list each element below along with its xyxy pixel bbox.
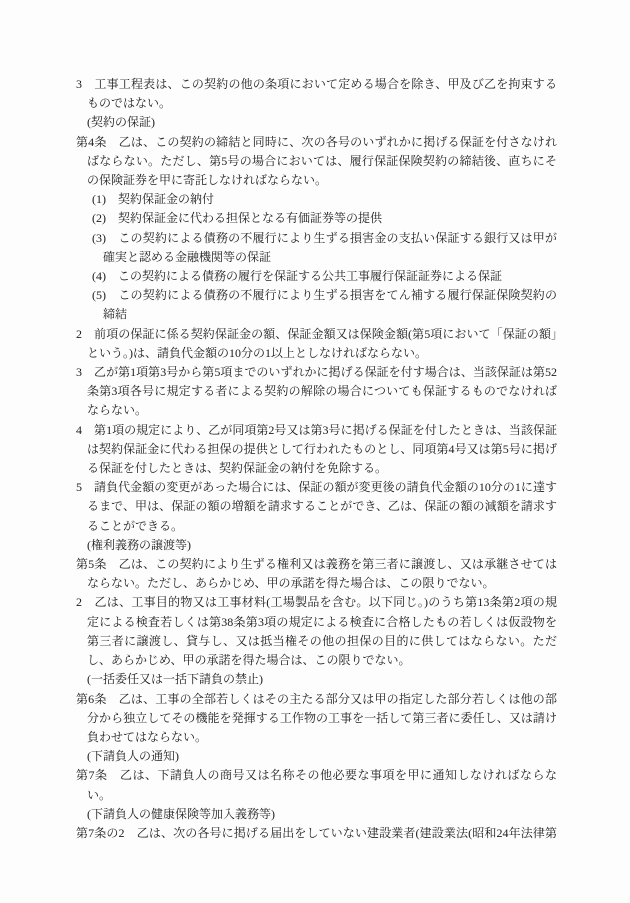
paragraph-item: 3 工事工程表は、この契約の他の条項において定める場合を除き、甲及び乙を拘束するものではない。 (76, 77, 557, 111)
paragraph-item: 4 第1項の規定により、乙が同項第2号又は第3号に掲げる保証を付したときは、当該保証は契約保証金に代わる担保の提供として行われたものとし、同項第4号又は第5号に掲げる保証を付したときは、契約保証金の納付を免除する。 (76, 422, 557, 476)
paragraph-article: 第7条 乙は、下請負人の商号又は名称その他必要な事項を甲に通知しなければならない。 (76, 768, 557, 802)
section-heading: (下請負人の通知) (87, 749, 179, 764)
paragraph-article: 第5条 乙は、この契約により生ずる権利又は義務を第三者に譲渡し、又は承継させてはならない。ただし、あらかじめ、甲の承諾を得た場合は、この限りでない。 (76, 557, 557, 591)
paragraph-subitem: (3) この契約による債務の不履行により生ずる損害金の支払い保証する銀行又は甲が確実と認める金融機関等の保証 (92, 230, 557, 264)
paragraph-item: 2 乙は、工事目的物又は工事材料(工場製品を含む。以下同じ。)のうち第13条第2項の規定による検査若しくは第38条第3項の規定による検査に合格したもの若しくは仮設物を第三者に譲渡し、貸与し、又は抵当権その他の担保の目的に供してはならない。ただし、あらかじめ、甲の承諾を得た場合は、この限りでない。 (76, 595, 557, 668)
paragraph-article: 第4条 乙は、この契約の締結と同時に、次の各号のいずれかに掲げる保証を付さなければならない。ただし、第5号の場合においては、履行保証保険契約の締結後、直ちにその保険証券を甲に寄託しなければならない。 (76, 134, 557, 188)
section-heading: (契約の保証) (87, 115, 155, 130)
paragraph-item: 2 前項の保証に係る契約保証金の額、保証金額又は保険金額(第5項において「保証の額」という。)は、請負代金額の10分の1以上としなければならない。 (76, 326, 557, 360)
paragraph-subitem: (5) この契約による債務の不履行により生ずる損害をてん補する履行保証保険契約の締結 (92, 288, 557, 322)
paragraph-subitem: (4) この契約による債務の履行を保証する公共工事履行保証証券による保証 (92, 269, 502, 284)
paragraph-article: 第7条の2 乙は、次の各号に掲げる届出をしていない建設業者(建設業法(昭和24年法律第 (76, 825, 557, 840)
section-heading: (権利義務の譲渡等) (87, 537, 191, 552)
section-heading: (下請負人の健康保険等加入義務等) (87, 806, 275, 821)
section-heading: (一括委任又は一括下請負の禁止) (87, 672, 263, 687)
document-body (76, 75, 557, 843)
paragraph-article: 第6条 乙は、工事の全部若しくはその主たる部分又は甲の指定した部分若しくは他の部分から独立してその機能を発揮する工作物の工事を一括して第三者に委任し、又は請け負わせてはならない。 (76, 691, 557, 744)
paragraph-item: 5 請負代金額の変更があった場合には、保証の額が変更後の請負代金額の10分の1に達するまで、甲は、保証の額の増額を請求することができ、乙は、保証の額の減額を請求することができる。 (76, 480, 557, 533)
paragraph-item: 3 乙が第1項第3号から第5項までのいずれかに掲げる保証を付す場合は、当該保証は第52条第3項各号に規定する者による契約の解除の場合についても保証するものでなければならない。 (76, 365, 557, 418)
paragraph-subitem: (1) 契約保証金の納付 (92, 192, 214, 207)
paragraph-subitem: (2) 契約保証金に代わる担保となる有価証券等の提供 (92, 211, 382, 226)
